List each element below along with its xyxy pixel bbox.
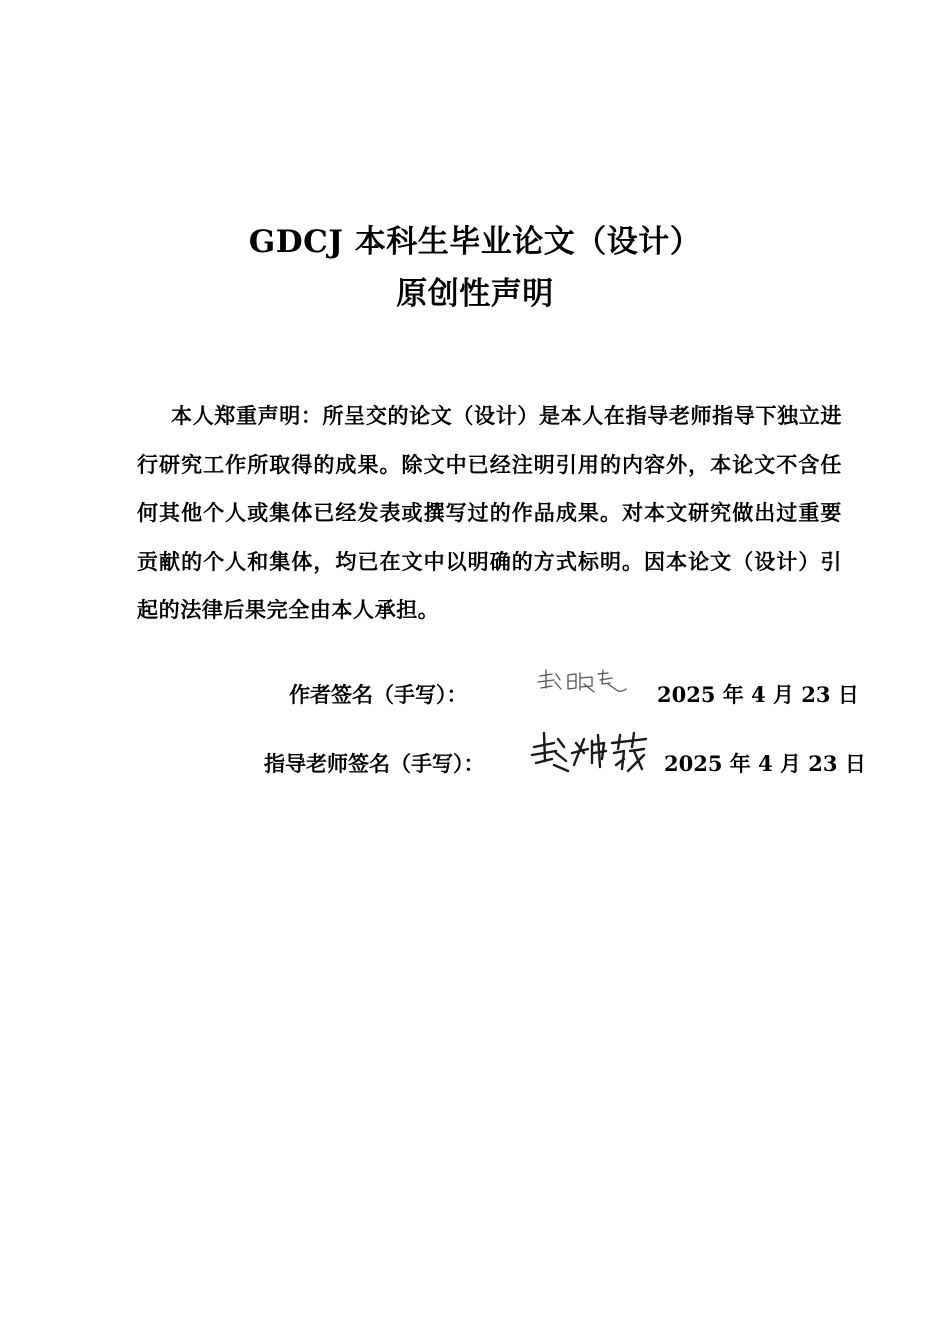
- author-signature-label: 作者签名（手写）：: [289, 682, 468, 707]
- advisor-signature-label: 指导老师签名（手写）：: [264, 751, 485, 776]
- author-signature-date: 2025 年 4 月 23 日: [657, 682, 859, 707]
- advisor-handwritten-signature: [528, 725, 653, 777]
- author-handwritten-signature: [522, 662, 632, 702]
- document-subtitle: 原创性声明: [396, 276, 554, 312]
- advisor-signature-date: 2025 年 4 月 23 日: [664, 751, 866, 776]
- document-title: GDCJ 本科生毕业论文（设计）: [248, 224, 702, 260]
- statement-paragraph: 本人郑重声明：所呈交的论文（设计）是本人在指导老师指导下独立进行研究工作所取得的成果。除文中已经注明引用的内容外，本论文不含任何其他个人或集体已经发表或撰写过的作品成果。对本文研究做出过重要贡献的个人和集体，均已在文中以明确的方式标明。因本论文（设计）引起的法律后果完全由本人承担。: [137, 403, 842, 622]
